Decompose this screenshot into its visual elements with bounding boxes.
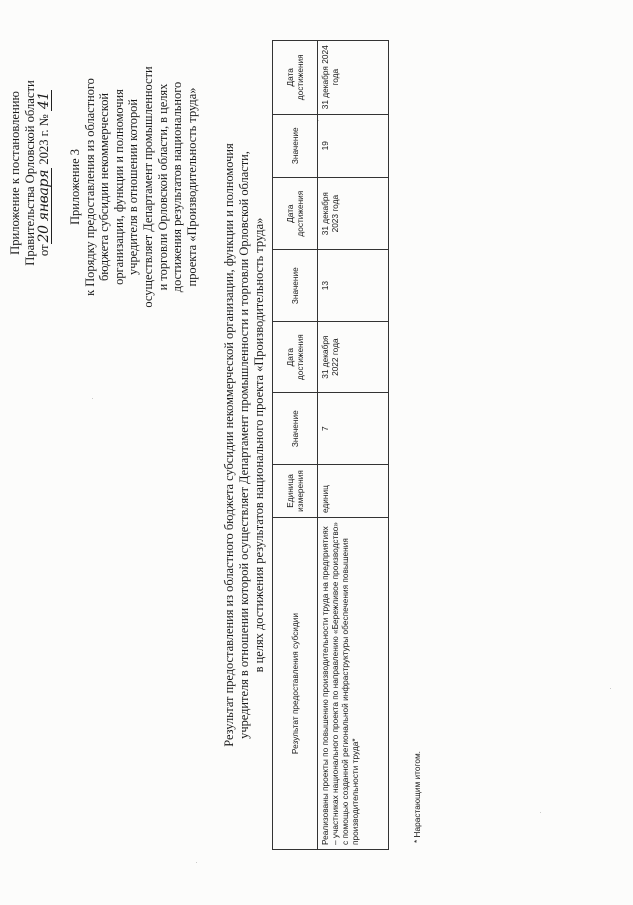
header-value: Значение <box>273 250 318 322</box>
appendix-line: бюджета субсидии некоммерческой <box>97 92 112 282</box>
appendix-line: учредителя в отношении которой <box>126 99 141 275</box>
cell-date: 31 декабря 2022 года <box>318 321 389 393</box>
header-date: Дата достижения <box>273 41 318 115</box>
table-row <box>318 41 389 850</box>
title-line: Результат предоставления из областного бюджета субсидии некоммерческой организации, функции и полномочия <box>222 143 236 747</box>
header-result: Результат предоставления субсидии <box>273 518 318 850</box>
date-prefix: от <box>37 244 52 257</box>
cell-date: 31 декабря 2023 года <box>318 177 389 250</box>
appendix-line: достижения результатов национального <box>170 81 185 293</box>
appendix-line: организации, функции и полномочия <box>111 89 126 285</box>
footnote: * Нарастающим итогом. <box>412 751 422 843</box>
title-line: учредителя в отношении которой осуществляет Департамент промышленности и торговли Орловской области, <box>236 151 251 739</box>
date-year: 2023 г. № <box>37 114 52 165</box>
cell-value: 19 <box>318 114 389 177</box>
scan-speck <box>196 862 197 863</box>
appendix-line: и торговли Орловской области, в целях <box>155 83 170 291</box>
appendix-line: осуществляет Департамент промышленности <box>140 66 155 308</box>
cell-value: 7 <box>318 393 389 465</box>
resolution-header <box>8 13 52 333</box>
header-date-line <box>37 13 52 333</box>
appendix-line: проекта «Производительность труда» <box>184 87 199 287</box>
cell-date: 31 декабря 2024 года <box>318 41 389 115</box>
cell-value: 13 <box>318 250 389 322</box>
scan-speck <box>318 120 319 121</box>
results-table <box>272 40 389 850</box>
header-value: Значение <box>273 114 318 177</box>
date-month-handwritten: января <box>36 169 53 222</box>
header-line-1: Приложение к постановлению <box>8 91 22 255</box>
date-day-handwritten: 20 <box>36 225 53 243</box>
header-date: Дата достижения <box>273 321 318 393</box>
appendix-title: Приложение 3 <box>68 149 82 225</box>
table-header-row <box>273 41 318 850</box>
appendix-header <box>68 17 199 357</box>
header-date: Дата достижения <box>273 177 318 250</box>
header-unit: Единица измерения <box>273 464 318 517</box>
scan-speck <box>540 812 541 813</box>
scan-speck <box>610 688 611 689</box>
document-title <box>222 30 266 860</box>
cell-result: Реализованы проекты по повышению производительности труда на предприятиях – участниках национального проекта по направлению «Бережливое производство» с помощью созданной региональной инфраструктуры обеспечения повышения производительности труда* <box>318 518 389 850</box>
appendix-line: к Порядку предоставления из областного <box>82 78 97 296</box>
header-value: Значение <box>273 393 318 465</box>
cell-unit: единиц <box>318 464 389 517</box>
header-line-2: Правительства Орловской области <box>22 80 37 266</box>
number-handwritten: 41 <box>36 91 53 110</box>
scan-speck <box>92 398 93 399</box>
title-line: в целях достижения результатов национального проекта «Производительность труда» <box>251 217 266 673</box>
